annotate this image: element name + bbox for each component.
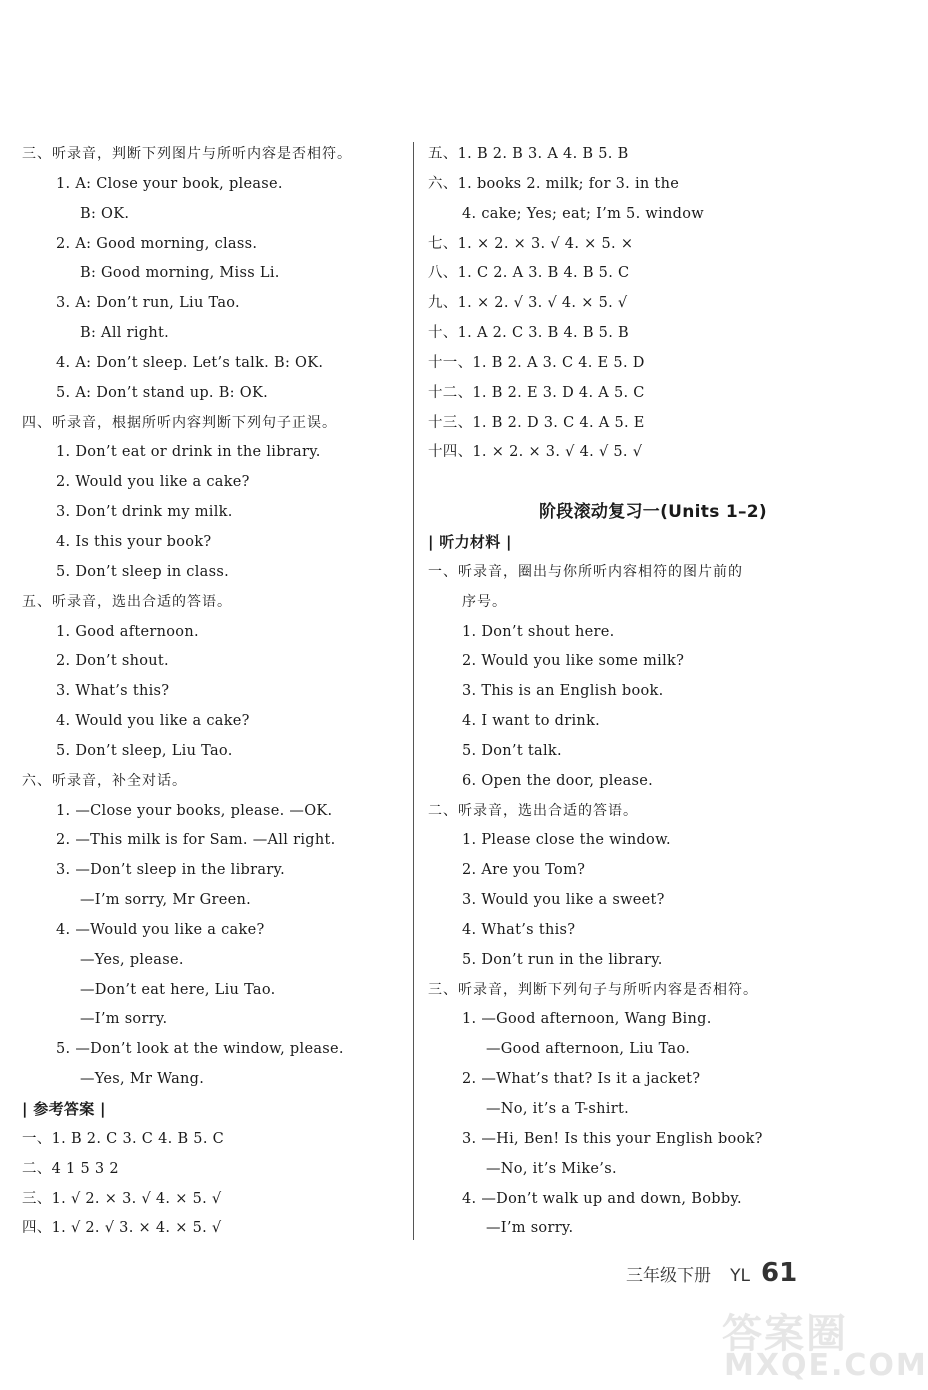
text-line: 五、听录音，选出合适的答语。: [22, 593, 232, 610]
text-line: 三、1. √ 2. × 3. √ 4. × 5. √: [22, 1190, 222, 1207]
text-line: 2. Would you like a cake?: [56, 474, 250, 491]
text-line: 四、1. √ 2. √ 3. × 4. × 5. √: [22, 1220, 222, 1237]
text-line: 5. Don’t sleep in class.: [56, 563, 229, 580]
text-line: 4. Is this your book?: [56, 533, 212, 550]
text-line: 3. A: Don’t run, Liu Tao.: [56, 295, 240, 312]
text-line: 1. Please close the window.: [462, 832, 671, 849]
text-line: 3. Would you like a sweet?: [462, 892, 665, 909]
text-line: 一、听录音，圈出与你所听内容相符的图片前的: [428, 563, 743, 580]
text-line: 3. —Don’t sleep in the library.: [56, 862, 285, 879]
text-line: B: Good morning, Miss Li.: [80, 265, 280, 282]
watermark-url: MXQE.COM: [724, 1348, 928, 1383]
text-line: 2. —What’s that? Is it a jacket?: [462, 1071, 701, 1088]
text-line: 1. Don’t shout here.: [462, 623, 615, 640]
text-line: 4. —Would you like a cake?: [56, 921, 265, 938]
text-line: 2. Would you like some milk?: [462, 653, 685, 670]
text-line: 4. What’s this?: [462, 921, 576, 938]
text-line: 十一、1. B 2. A 3. C 4. E 5. D: [428, 354, 645, 371]
text-line: 4. Would you like a cake?: [56, 713, 250, 730]
text-line: 5. Don’t sleep, Liu Tao.: [56, 742, 233, 759]
text-line: 十三、1. B 2. D 3. C 4. A 5. E: [428, 414, 645, 431]
page-number: 61: [761, 1258, 798, 1288]
text-line: —Don’t eat here, Liu Tao.: [80, 981, 276, 998]
text-line: 十、1. A 2. C 3. B 4. B 5. B: [428, 325, 629, 342]
text-line: 3. Don’t drink my milk.: [56, 504, 233, 521]
text-line: 4. cake; Yes; eat; I’m 5. window: [462, 205, 704, 222]
section-title: 阶段滚动复习一(Units 1–2): [539, 502, 767, 523]
text-line: —Yes, please.: [80, 951, 184, 968]
text-line: 5. A: Don’t stand up. B: OK.: [56, 384, 269, 401]
section-tag: | 参考答案 |: [22, 1100, 106, 1118]
text-line: 九、1. × 2. √ 3. √ 4. × 5. √: [428, 295, 628, 312]
text-line: 1. —Close your books, please. —OK.: [56, 802, 333, 819]
text-line: 5. Don’t run in the library.: [462, 951, 663, 968]
text-line: 4. —Don’t walk up and down, Bobby.: [462, 1190, 742, 1207]
watermark: [722, 1302, 928, 1386]
text-line: 四、听录音，根据所听内容判断下列句子正误。: [22, 414, 337, 431]
text-line: 序号。: [462, 593, 507, 610]
text-line: B: OK.: [80, 205, 130, 222]
text-line: 5. —Don’t look at the window, please.: [56, 1041, 344, 1058]
text-line: 4. A: Don’t sleep. Let’s talk. B: OK.: [56, 354, 324, 371]
right-column: [428, 140, 878, 1244]
text-line: 三、听录音，判断下列句子与所听内容是否相符。: [428, 981, 758, 998]
text-line: —No, it’s a T-shirt.: [486, 1101, 629, 1117]
text-line: 六、1. books 2. milk; for 3. in the: [428, 175, 680, 192]
text-line: —No, it’s Mike’s.: [486, 1160, 617, 1177]
text-line: —I’m sorry.: [80, 1011, 168, 1028]
text-line: 七、1. × 2. × 3. √ 4. × 5. ×: [428, 235, 634, 252]
text-line: 5. Don’t talk.: [462, 742, 562, 759]
text-line: —Yes, Mr Wang.: [80, 1071, 205, 1088]
text-line: 2. —This milk is for Sam. —All right.: [56, 832, 336, 849]
footer-edition: YL: [730, 1266, 750, 1286]
text-line: 2. Are you Tom?: [462, 862, 586, 879]
text-line: [428, 468, 878, 498]
text-line: 二、听录音，选出合适的答语。: [428, 802, 638, 819]
section-tag: | 听力材料 |: [428, 532, 512, 551]
text-line: 八、1. C 2. A 3. B 4. B 5. C: [428, 265, 630, 282]
footer-grade: 三年级下册: [626, 1266, 711, 1286]
text-line: 六、听录音，补全对话。: [22, 772, 187, 789]
text-line: 4. I want to drink.: [462, 713, 601, 730]
text-line: 二、4 1 5 3 2: [22, 1160, 119, 1177]
text-line: —I’m sorry.: [486, 1220, 574, 1237]
text-line: 1. Don’t eat or drink in the library.: [56, 444, 321, 461]
text-line: 6. Open the door, please.: [462, 772, 654, 789]
text-line: 三、听录音，判断下列图片与所听内容是否相符。: [22, 146, 352, 162]
text-line: 一、1. B 2. C 3. C 4. B 5. C: [22, 1130, 225, 1147]
text-line: 3. This is an English book.: [462, 683, 664, 700]
text-line: 五、1. B 2. B 3. A 4. B 5. B: [428, 146, 629, 162]
text-line: 2. A: Good morning, class.: [56, 235, 258, 252]
text-line: —Good afternoon, Liu Tao.: [486, 1041, 691, 1058]
text-line: 2. Don’t shout.: [56, 653, 169, 670]
watermark-logo-text: 答案圈: [722, 1311, 848, 1357]
text-line: 3. What’s this?: [56, 683, 170, 700]
text-line: 1. —Good afternoon, Wang Bing.: [462, 1011, 712, 1028]
text-line: 3. —Hi, Ben! Is this your English book?: [462, 1130, 763, 1147]
text-line: 1. Good afternoon.: [56, 623, 199, 640]
text-line: B: All right.: [80, 325, 170, 342]
column-divider: [413, 142, 414, 1240]
left-column: [22, 140, 407, 1244]
text-line: —I’m sorry, Mr Green.: [80, 892, 252, 909]
text-line: 十二、1. B 2. E 3. D 4. A 5. C: [428, 384, 645, 401]
text-line: 1. A: Close your book, please.: [56, 175, 283, 192]
page-footer: [626, 1258, 797, 1288]
text-line: 十四、1. × 2. × 3. √ 4. √ 5. √: [428, 444, 643, 461]
